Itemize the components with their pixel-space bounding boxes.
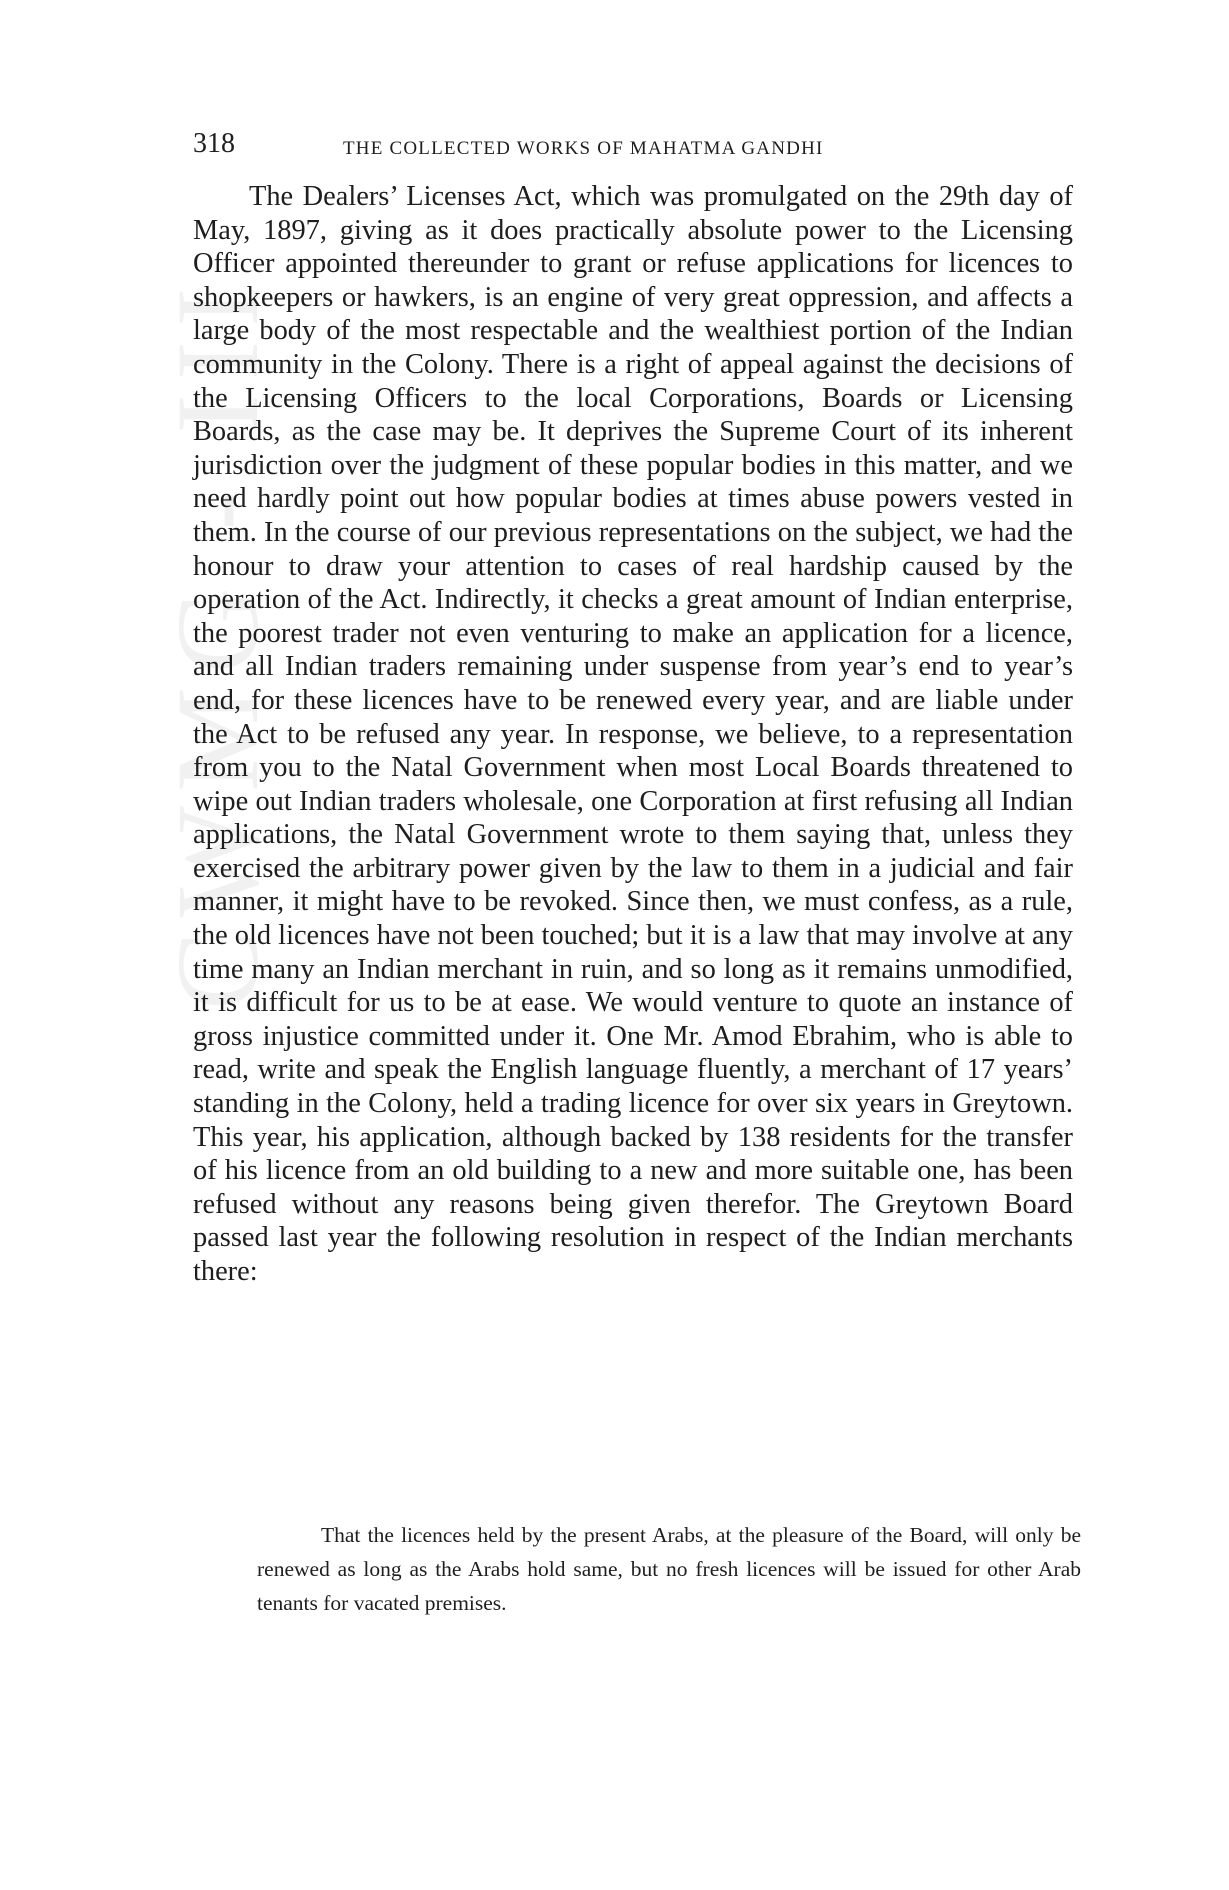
running-head: THE COLLECTED WORKS OF MAHATMA GANDHI xyxy=(343,138,824,159)
body-paragraph: The Dealers’ Licenses Act, which was promulgated on the 29th day of May, 1897, giving as it does practically absolute power to the Licensing Officer appointed thereunder to grant or refuse applications for licences to shopkeepers or hawkers, is an engine of very great oppression, and affects a large body of the most respectable and the wealthiest portion of the Indian community in the Colony. There is a right of appeal against the decisions of the Licensing Officers to the local Corporations, Boards or Licensing Boards, as the case may be. It deprives the Supreme Court of its inherent jurisdiction over the judgment of these popular bodies in this matter, and we need hardly point out how popular bodies at times abuse powers vested in them. In the course of our previous representations on the subject, we had the honour to draw your attention to cases of real hardship caused by the operation of the Act. Indirectly, it checks a great amount of Indian enterprise, the poorest trader not even venturing to make an application for a licence, and all Indian traders remaining under suspense from year’s end to year’s end, for these licences have to be renewed every year, and are liable under the Act to be refused any year. In response, we believe, to a representation from you to the Natal Government when most Local Boards threatened to wipe out Indian traders wholesale, one Corporation at first refusing all Indian applications, the Natal Government wrote to them saying that, unless they exercised the arbitrary power given by the law to them in a judicial and fair manner, it might have to be revoked. Since then, we must confess, as a rule, the old licences have not been touched; but it is a law that may involve at any time many an Indian merchant in ruin, and so long as it remains unmodified, it is difficult for us to be at ease. We would venture to quote an instance of gross injustice committed under it. One Mr. Amod Ebrahim, who is able to read, write and speak the English language fluently, a merchant of 17 years’ standing in the Colony, held a trading licence for over six years in Greytown. This year, his application, although backed by 138 residents for the transfer of his licence from an old building to a new and more suitable one, has been refused without any reasons being given therefor. The Greytown Board passed last year the following resolution in respect of the Indian merchants there: xyxy=(193,181,1073,1287)
page-header xyxy=(193,128,1073,168)
page-number: 318 xyxy=(193,128,235,159)
watermark: CWMG - III xyxy=(152,273,283,1010)
block-quote: That the licences held by the present Arabs, at the pleasure of the Board, will only be renewed as long as the Arabs hold same, but no fresh licences will be issued for other Arab tenants for vacated premises. xyxy=(257,1523,1081,1615)
